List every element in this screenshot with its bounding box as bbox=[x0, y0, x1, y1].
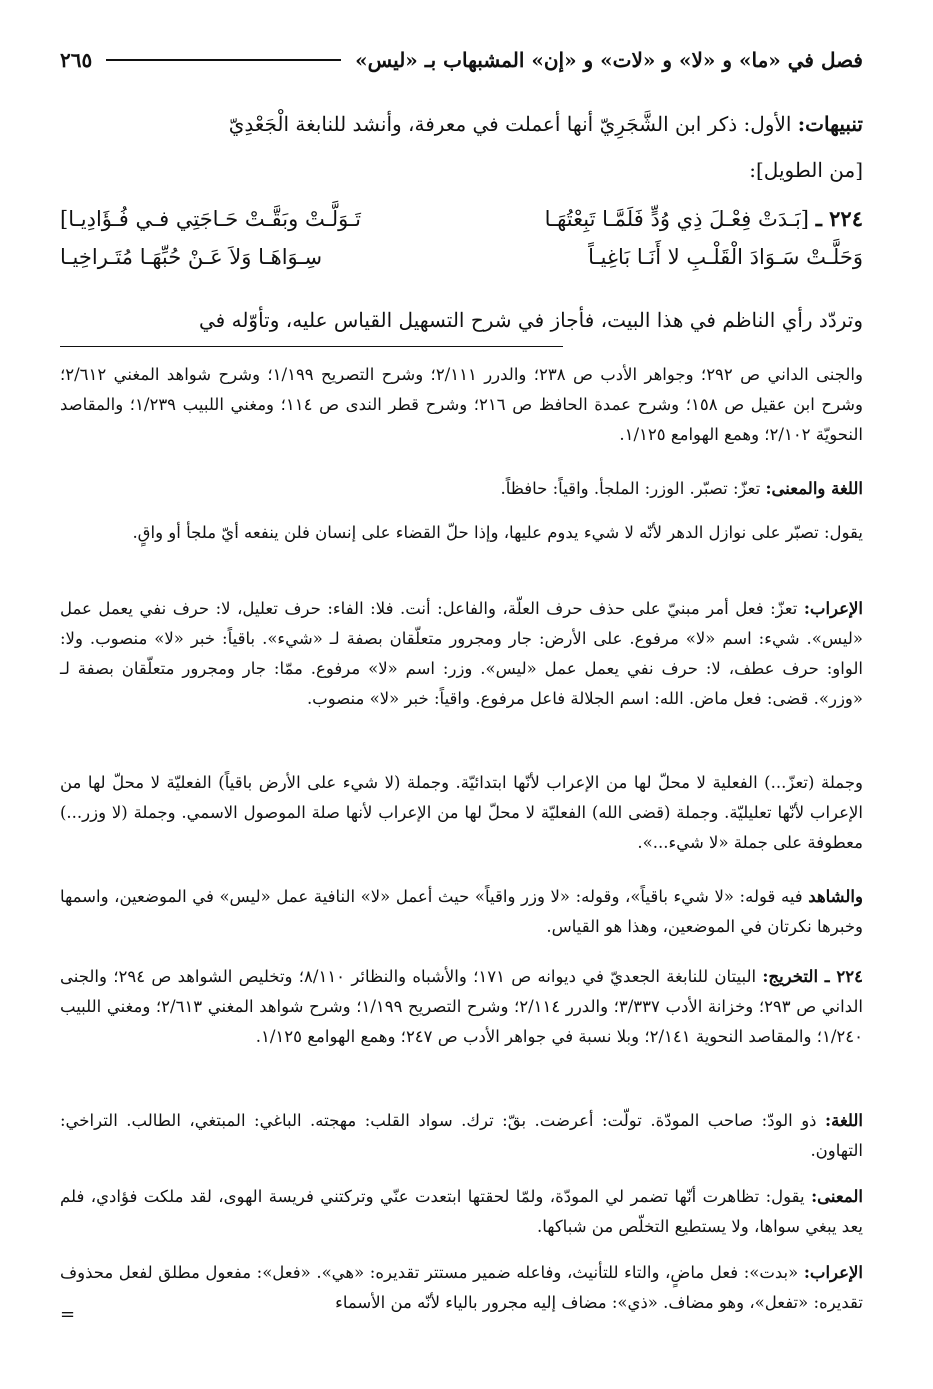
footnote-sentences: وجملة (تعزّ...) الفعلية لا محلّ لها من الإعراب لأنّها ابتدائيّة. وجملة (لا شيء على الأرض باقياً) الفعليّة لا محلّ لها من الإعراب لأنّها تعليليّة. وجملة (قضى الله) الفعليّة لا محلّ لها من الإعراب لأنها صلة الموصول الاسمي. وجملة (لا وزر...) معطوفة على جملة «لا شيء...». bbox=[60, 773, 863, 852]
after-verse-text: وتردّد رأي الناظم في هذا البيت، فأجاز في شرح التسهيل القياس عليه، وتأوّله في bbox=[199, 308, 863, 332]
header-rule bbox=[106, 59, 341, 61]
footnote-parsing: الإعراب: تعزّ: فعل أمر مبنيّ على حذف حرف العلّة، والفاعل: أنت. فلا: الفاء: حرف تعليل، لا: حرف نفي يعمل عمل «ليس». شيء: اسم «لا» مرفوع. على الأرض: جار ومجرور متعلّقان بصفة لـ «شيء». باقياً: خبر «لا» منصوب. ولا: الواو: حرف عطف، لا: حرف نفي يعمل عمل «ليس». وزر: اسم «لا» مرفوع. ممّا: جار ومجرور متعلّقان بصفة لـ «وزر». قضى: فعل ماض. الله: اسم الجلالة فاعل مرفوع. واقياً: خبر «لا» منصوب. bbox=[60, 599, 863, 708]
running-header bbox=[60, 42, 863, 78]
notes-paragraph bbox=[60, 104, 863, 144]
verse-line-2 bbox=[60, 238, 863, 276]
notes-text: الأول: ذكر ابن الشَّجَرِيّ أنها أعملت في معرفة، وأنشد للنابغة الْجَعْدِيّ bbox=[228, 112, 792, 136]
verse-line-1 bbox=[60, 200, 863, 238]
footnote-grammar: الإعراب: «بدت»: فعل ماضٍ، والتاء للتأنيث، وفاعله ضمير مستتر تقديره: «هي». «فعل»: مفعول مطلق لفعل محذوف تقديره: «تفعل»، وهو مضاف. «ذي»: مضاف إليه مجرور بالياء لأنّه من الأسماء bbox=[60, 1263, 863, 1312]
verse-second-hemistich: سِـوَاهَـا وَلاَ عَـنْ حُبِّهَـا مُتَـراخِيـا bbox=[60, 245, 323, 269]
footnote-divider bbox=[60, 346, 563, 347]
verse-second-hemistich: تَـوَلَّـتْ وبَقَّـتْ حَـاجَتِي فـي فُـؤَادِيـا] bbox=[60, 207, 361, 231]
poem-verse bbox=[60, 200, 863, 276]
footnote-explanation: المعنى: يقول: تظاهرت أنّها تضمر لي المودّة، ولمّا لحقتها ابتعدت عنّي وتركتني فريسة الهوى، لقد ملكت فؤادي، فلم يعد يبغي سواها، ولا يستطيع التخلّص من شباكها. bbox=[60, 1187, 863, 1236]
continuation-mark: = bbox=[60, 1304, 76, 1325]
footnote-sources: والجنى الداني ص ٢٩٢؛ وجواهر الأدب ص ٢٣٨؛ والدرر ٢/١١١؛ وشرح التصريح ١/١٩٩؛ وشرح شواهد المغني ٢/٦١٢؛ وشرح ابن عقيل ص ١٥٨؛ وشرح عمدة الحافظ ص ٢١٦؛ وشرح قطر الندى ص ١١٤؛ ومغني اللبيب ١/٢٣٩؛ والمقاصد النحويّة ٢/١٠٢؛ وهمع الهوامع ١/١٢٥. bbox=[60, 365, 863, 444]
footnote-evidence: والشاهد فيه قوله: «لا شيء باقياً»، وقوله: «لا وزر واقياً» حيث أعمل «لا» النافية عمل «ليس» في الموضعين، واسمها وخبرها نكرتان في الموضعين، وهذا هو القياس. bbox=[60, 887, 863, 936]
meter-label: [من الطويل]: bbox=[749, 158, 863, 182]
verse-first-hemistich: ٢٢٤ ـ [بَـدَتْ فِعْـلَ ذِي وُدٍّ فَلَمَّـا تَبِعْتُهَـا bbox=[544, 206, 863, 231]
footnote-vocabulary: اللغة والمعنى: تعزّ: تصبّر. الوزر: الملجأ. واقياً: حافظاً. bbox=[500, 479, 863, 498]
notes-label: تنبيهات: bbox=[797, 112, 863, 136]
book-page bbox=[60, 0, 863, 1389]
footnote-citations: ٢٢٤ ـ التخريج: البيتان للنابغة الجعديّ في ديوانه ص ١٧١؛ والأشباه والنظائر ٨/١١٠؛ وتخليص الشواهد ص ٢٩٤؛ والجنى الداني ص ٢٩٣؛ وخزانة الأدب ٣/٣٣٧؛ والدرر ٢/١١٤؛ وشرح التصريح ١/١٩٩؛ وشرح شواهد المغني ٢/٦١٣؛ ومغني اللبيب ١/٢٤٠؛ والمقاصد النحوية ٢/١٤١؛ وبلا نسبة في جواهر الأدب ص ٢٤٧؛ وهمع الهوامع ١/١٢٥. bbox=[60, 967, 863, 1046]
footnote-meaning: يقول: تصبّر على نوازل الدهر لأنّه لا شيء يدوم عليها، وإذا حلّ القضاء على إنسان فلن ينفعه أيّ ملجأ أو واقٍ. bbox=[132, 523, 863, 542]
verse-number: ٢٢٤ ـ bbox=[815, 206, 863, 231]
chapter-title: فصل في «ما» و «لا» و «لات» و «إن» المشبهاب بـ «ليس» bbox=[355, 48, 863, 72]
footnote-glossary: اللغة: ذو الودّ: صاحب المودّة. تولّت: أعرضت. بقّ: ترك. سواد القلب: مهجته. الباغي: المبتغي، الطالب. التراخي: التهاون. bbox=[60, 1111, 863, 1160]
meter-line bbox=[60, 150, 863, 190]
verse-first-hemistich: وَحَلَّـتْ سَـوَادَ الْقَلْـبِ لا أَنَـا بَاغِيـاً bbox=[588, 245, 863, 269]
page-number: ٢٦٥ bbox=[60, 48, 93, 72]
